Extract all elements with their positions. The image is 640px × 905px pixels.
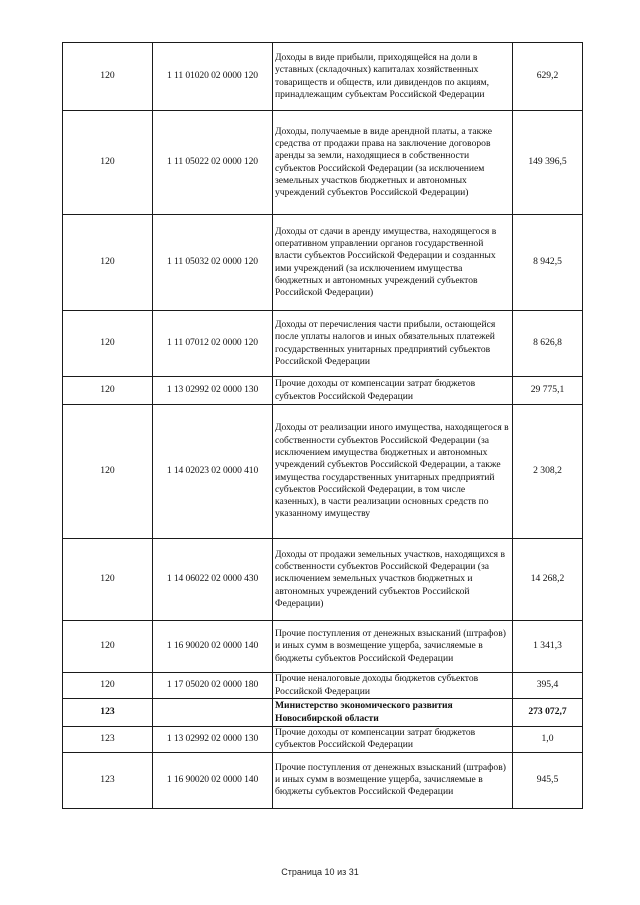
amount-cell: 395,4 [513, 673, 583, 699]
admin-code-cell: 120 [63, 405, 153, 539]
admin-code-cell: 120 [63, 43, 153, 111]
revenue-table-body [63, 43, 583, 809]
revenue-name-cell: Прочие неналоговые доходы бюджетов субъектов Российской Федерации [273, 673, 513, 699]
amount-cell: 273 072,7 [513, 699, 583, 727]
admin-code-cell: 120 [63, 539, 153, 621]
amount-cell: 1,0 [513, 727, 583, 753]
amount-cell: 29 775,1 [513, 377, 583, 405]
admin-code-cell: 123 [63, 727, 153, 753]
amount-cell: 8 626,8 [513, 311, 583, 377]
admin-code-cell: 123 [63, 752, 153, 808]
table-row [63, 752, 583, 808]
revenue-name-cell: Прочие доходы от компенсации затрат бюджетов субъектов Российской Федерации [273, 727, 513, 753]
revenue-name-cell: Доходы от сдачи в аренду имущества, находящегося в оперативном управлении органов государственной власти субъектов Российской Федерации и созданных ими учреждений (за исключением имущества бюджетных и автономных учреждений субъектов Российской Федерации) [273, 215, 513, 311]
admin-code-cell: 120 [63, 311, 153, 377]
table-row [63, 699, 583, 727]
table-row [63, 673, 583, 699]
revenue-name-cell: Доходы от реализации иного имущества, находящегося в собственности субъектов Российской Федерации (за исключением имущества бюджетных и автономных учреждений субъектов Российской Федерации, а также имущества государственных унитарных предприятий субъектов Российской Федерации, в том числе казенных), в части реализации основных средств по указанному имуществу [273, 405, 513, 539]
amount-cell: 2 308,2 [513, 405, 583, 539]
budget-code-cell: 1 13 02992 02 0000 130 [153, 727, 273, 753]
table-row [63, 405, 583, 539]
revenue-name-cell: Доходы от перечисления части прибыли, остающейся после уплаты налогов и иных обязательных платежей государственных унитарных предприятий субъектов Российской Федерации [273, 311, 513, 377]
budget-code-cell: 1 16 90020 02 0000 140 [153, 752, 273, 808]
revenue-name-cell: Прочие поступления от денежных взысканий (штрафов) и иных сумм в возмещение ущерба, зачисляемые в бюджеты субъектов Российской Федерации [273, 752, 513, 808]
admin-code-cell: 120 [63, 621, 153, 673]
admin-code-cell: 123 [63, 699, 153, 727]
revenue-name-cell: Прочие поступления от денежных взысканий (штрафов) и иных сумм в возмещение ущерба, зачисляемые в бюджеты субъектов Российской Федерации [273, 621, 513, 673]
amount-cell: 629,2 [513, 43, 583, 111]
revenue-name-cell: Доходы, получаемые в виде арендной платы, а также средства от продажи права на заключение договоров аренды за земли, находящиеся в собственности субъектов Российской Федерации (за исключением земельных участков бюджетных и автономных учреждений субъектов Российской Федерации) [273, 111, 513, 215]
budget-code-cell [153, 699, 273, 727]
budget-code-cell: 1 17 05020 02 0000 180 [153, 673, 273, 699]
amount-cell: 1 341,3 [513, 621, 583, 673]
table-row [63, 311, 583, 377]
admin-code-cell: 120 [63, 215, 153, 311]
budget-code-cell: 1 14 06022 02 0000 430 [153, 539, 273, 621]
budget-code-cell: 1 16 90020 02 0000 140 [153, 621, 273, 673]
page-of-label: из [337, 867, 347, 877]
page-label: Страница [281, 867, 323, 877]
budget-code-cell: 1 11 01020 02 0000 120 [153, 43, 273, 111]
budget-code-cell: 1 11 07012 02 0000 120 [153, 311, 273, 377]
page-number: 10 [324, 867, 335, 877]
table-row [63, 539, 583, 621]
table-row [63, 215, 583, 311]
table-row [63, 727, 583, 753]
table-row [63, 43, 583, 111]
admin-code-cell: 120 [63, 377, 153, 405]
amount-cell: 945,5 [513, 752, 583, 808]
budget-code-cell: 1 13 02992 02 0000 130 [153, 377, 273, 405]
amount-cell: 8 942,5 [513, 215, 583, 311]
budget-code-cell: 1 11 05032 02 0000 120 [153, 215, 273, 311]
admin-code-cell: 120 [63, 673, 153, 699]
revenue-name-cell: Прочие доходы от компенсации затрат бюджетов субъектов Российской Федерации [273, 377, 513, 405]
table-row [63, 111, 583, 215]
revenue-name-cell: Доходы в виде прибыли, приходящейся на доли в уставных (складочных) капиталах хозяйственных товариществ и обществ, или дивидендов по акциям, принадлежащим субъектам Российской Федерации [273, 43, 513, 111]
page-total: 31 [348, 867, 359, 877]
table-row [63, 621, 583, 673]
page-footer [0, 867, 640, 877]
budget-code-cell: 1 11 05022 02 0000 120 [153, 111, 273, 215]
amount-cell: 14 268,2 [513, 539, 583, 621]
table-row [63, 377, 583, 405]
revenue-name-cell: Министерство экономического развития Новосибирской области [273, 699, 513, 727]
amount-cell: 149 396,5 [513, 111, 583, 215]
revenue-table [62, 42, 583, 809]
budget-code-cell: 1 14 02023 02 0000 410 [153, 405, 273, 539]
admin-code-cell: 120 [63, 111, 153, 215]
revenue-name-cell: Доходы от продажи земельных участков, находящихся в собственности субъектов Российской Федерации (за исключением земельных участков бюджетных и автономных учреждений субъектов Российской Федерации) [273, 539, 513, 621]
